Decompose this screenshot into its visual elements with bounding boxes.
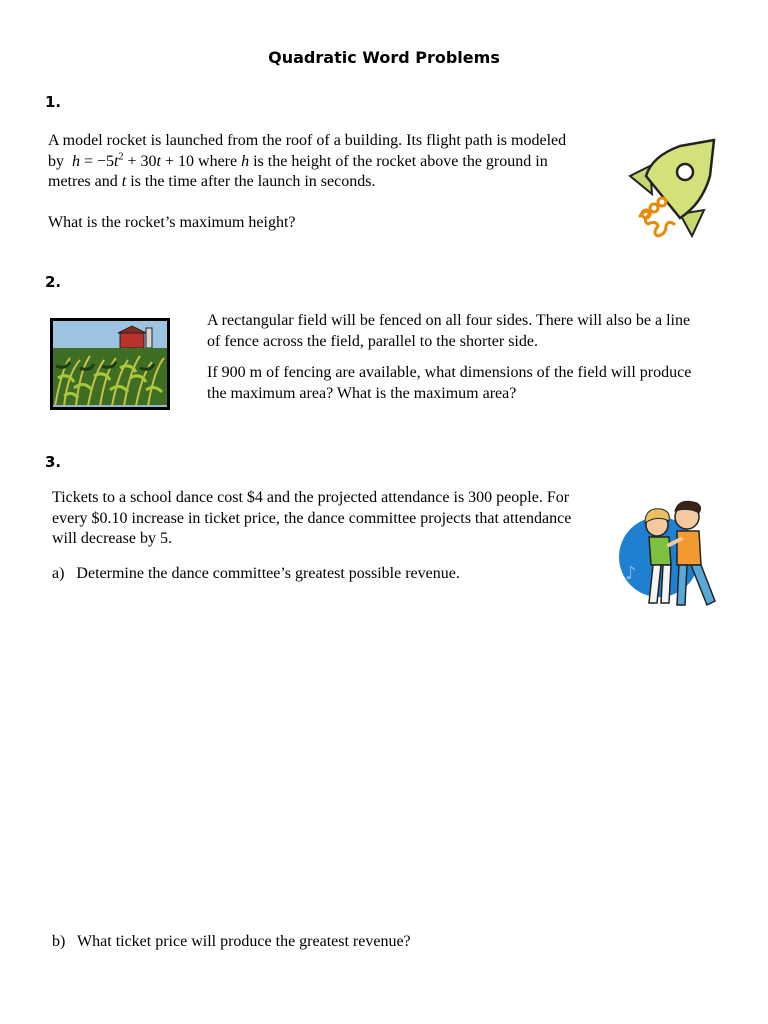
barn: [120, 332, 144, 348]
problem-2-text: [207, 311, 707, 404]
page-title: Quadratic Word Problems: [268, 48, 500, 67]
problem-1-line-2: by $h = -5t^2 + 30t + 10$ where h is the height of the rocket above the ground in: [48, 151, 548, 170]
problem-3-part-b: b) What ticket price will produce the greatest revenue?: [52, 933, 411, 950]
boy-pants: [677, 565, 715, 605]
rocket-exhaust-swirl: [658, 198, 666, 206]
problem-2-paragraph-1: A rectangular field will be fenced on all four sides. There will also be a line of fence across the field, parallel to the shorter side.: [207, 312, 691, 350]
boy-shirt: [677, 531, 701, 565]
rocket-exhaust-swirl: [642, 210, 650, 218]
music-note-icon: ♪: [625, 563, 637, 584]
rocket-window: [677, 164, 693, 180]
problem-3-part-b-block: [52, 932, 587, 953]
rocket-clipart-icon: [622, 136, 722, 238]
girl-top: [649, 537, 671, 565]
problem-3-paragraph-1: Tickets to a school dance cost $4 and the projected attendance is 300 people. For every $0.10 increase in ticket price, the dance committee projects that attendance will decrease by 5.: [52, 489, 572, 547]
rocket-exhaust-swirl: [650, 204, 658, 212]
problem-2-number: 2.: [45, 273, 62, 291]
rocket-equation: $h = -5t^2 + 30t + 10$: [72, 151, 195, 170]
problem-3-number: 3.: [45, 453, 62, 471]
silo: [146, 328, 152, 348]
problem-1-line-1: A model rocket is launched from the roof of a building. Its flight path is modeled: [48, 132, 567, 149]
problem-1-question: What is the rocket’s maximum height?: [48, 213, 296, 231]
problem-1-text: [48, 131, 618, 233]
farm-field-clipart-icon: [50, 318, 170, 410]
dancing-couple-clipart-icon: [615, 495, 723, 613]
problem-1-line-3: metres and t is the time after the launch in seconds.: [48, 173, 376, 190]
problem-3-part-a: a) Determine the dance committee’s greatest possible revenue.: [52, 564, 460, 582]
problem-3-text: [52, 488, 587, 584]
problem-1-number: 1.: [45, 93, 62, 111]
problem-2-paragraph-2: If 900 m of fencing are available, what dimensions of the field will produce the maximum area? What is the maximum area?: [207, 364, 692, 402]
rocket-exhaust: [640, 211, 674, 236]
